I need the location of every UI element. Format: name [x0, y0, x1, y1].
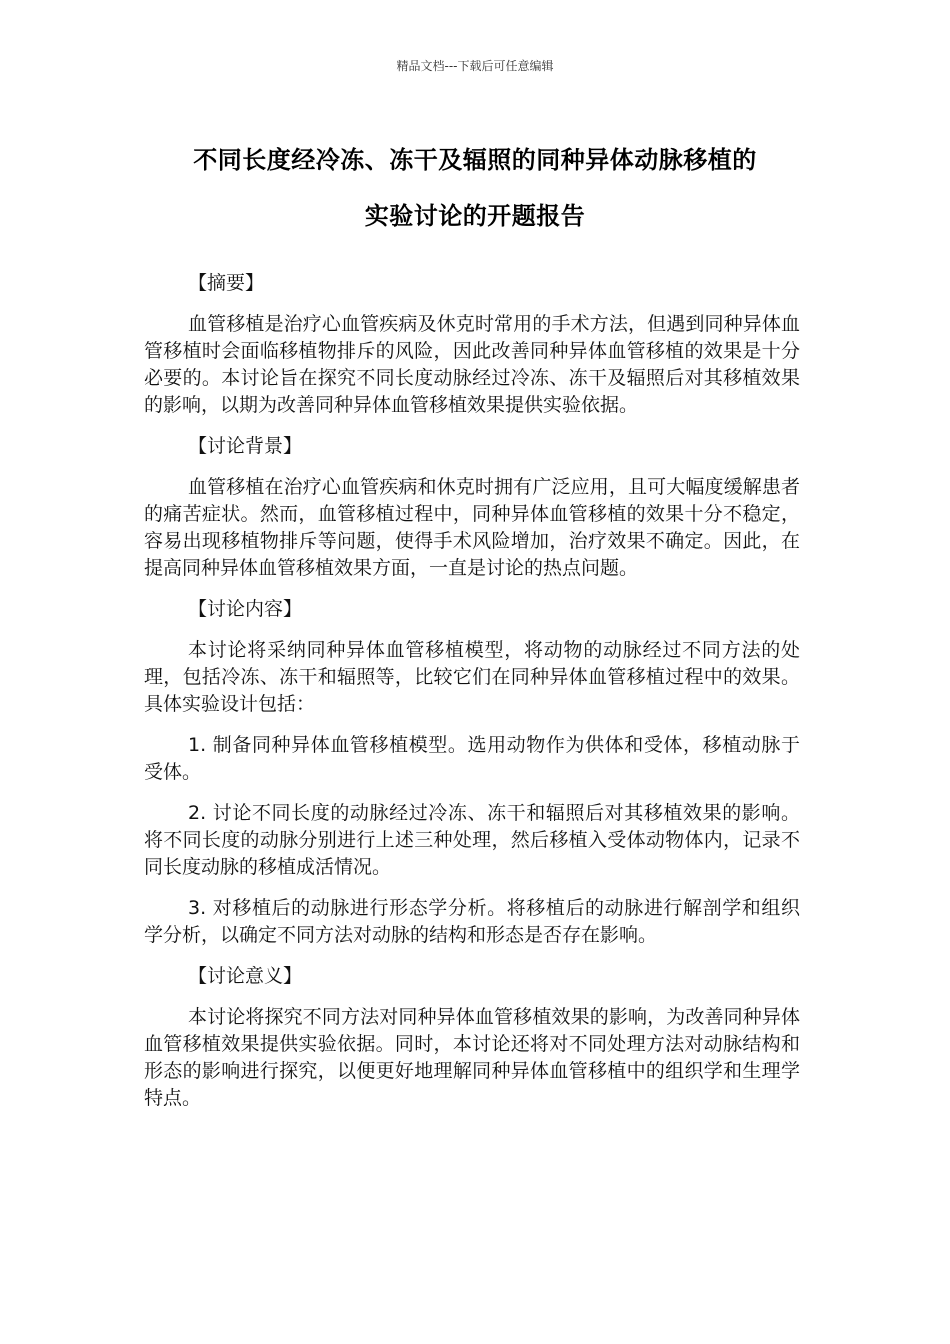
significance-paragraph: 本讨论将探究不同方法对同种异体血管移植效果的影响，为改善同种异体血管移植效果提供实验依据。同时，本讨论还将对不同处理方法对动脉结构和形态的影响进行探究，以便更好地理解同种异体血管移植中的组织学和生理学特点。 [144, 1006, 800, 1109]
content-item-1: 1. 制备同种异体血管移植模型。选用动物作为供体和受体，移植动脉于受体。 [144, 734, 800, 783]
background-heading: 【讨论背景】 [188, 435, 303, 457]
content-item-2: 2. 讨论不同长度的动脉经过冷冻、冻干和辐照后对其移植效果的影响。将不同长度的动脉分别进行上述三种处理，然后移植入受体动物体内，记录不同长度动脉的移植成活情况。 [144, 802, 800, 878]
significance-heading: 【讨论意义】 [188, 965, 303, 987]
abstract-heading: 【摘要】 [188, 272, 265, 294]
content-item-3: 3. 对移植后的动脉进行形态学分析。将移植后的动脉进行解剖学和组织学分析，以确定不同方法对动脉的结构和形态是否存在影响。 [144, 897, 800, 946]
header-note: 精品文档---下载后可任意编辑 [396, 59, 554, 73]
abstract-paragraph: 血管移植是治疗心血管疾病及休克时常用的手术方法，但遇到同种异体血管移植时会面临移植物排斥的风险，因此改善同种异体血管移植的效果是十分必要的。本讨论旨在探究不同长度动脉经过冷冻、冻干及辐照后对其移植效果的影响，以期为改善同种异体血管移植效果提供实验依据。 [144, 313, 800, 416]
content-paragraph: 本讨论将采纳同种异体血管移植模型，将动物的动脉经过不同方法的处理，包括冷冻、冻干和辐照等，比较它们在同种异体血管移植过程中的效果。具体实验设计包括： [144, 639, 800, 715]
document-body [144, 270, 800, 1126]
background-paragraph: 血管移植在治疗心血管疾病和休克时拥有广泛应用，且可大幅度缓解患者的痛苦症状。然而，血管移植过程中，同种异体血管移植的效果十分不稳定，容易出现移植物排斥等问题，使得手术风险增加，治疗效果不确定。因此，在提高同种异体血管移植效果方面，一直是讨论的热点问题。 [144, 476, 800, 579]
content-heading: 【讨论内容】 [188, 598, 303, 620]
document-title-line2: 实验讨论的开题报告 [364, 202, 586, 230]
document-title-line1: 不同长度经冷冻、冻干及辐照的同种异体动脉移植的 [193, 146, 757, 174]
